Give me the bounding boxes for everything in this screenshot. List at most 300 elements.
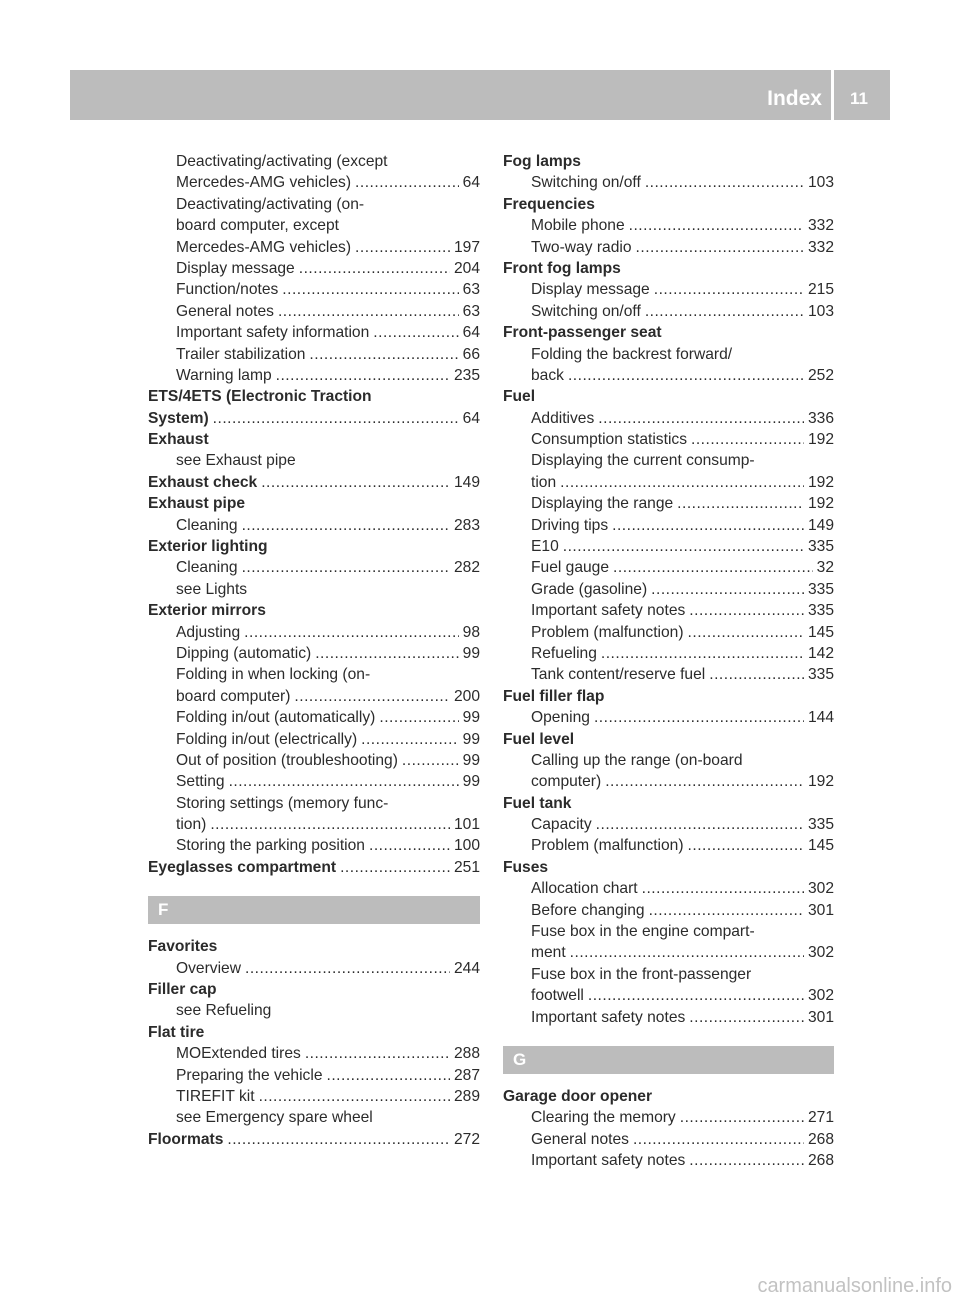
entry-label: Tank content/reserve fuel — [531, 666, 706, 684]
section-letter-heading: F — [148, 896, 480, 924]
index-term — [503, 857, 834, 878]
index-subentry[interactable] — [503, 579, 834, 600]
entry-label: board computer, except — [176, 217, 339, 235]
page-reference[interactable]: 268 — [807, 1130, 834, 1148]
dot-leader — [210, 814, 450, 835]
index-term — [503, 686, 834, 707]
page-reference[interactable]: 99 — [462, 730, 480, 748]
entry-label: Folding in/out (electrically) — [176, 730, 358, 748]
dot-leader — [282, 279, 458, 300]
index-subentry[interactable] — [148, 1086, 480, 1107]
page-reference[interactable]: 336 — [807, 409, 834, 427]
dot-leader — [709, 664, 804, 685]
index-subentry[interactable] — [503, 215, 834, 236]
page-reference[interactable]: 301 — [807, 901, 834, 919]
index-term[interactable] — [148, 1129, 480, 1150]
page-reference[interactable]: 302 — [807, 944, 834, 962]
entry-label: System) — [148, 409, 209, 427]
index-subentry[interactable] — [148, 729, 480, 750]
index-subentry[interactable] — [148, 958, 480, 979]
index-subentry[interactable] — [148, 771, 480, 792]
entry-label: Storing the parking position — [176, 837, 365, 855]
page-reference[interactable]: 200 — [453, 687, 480, 705]
entry-label: Flat tire — [148, 1023, 205, 1041]
dot-leader — [373, 322, 458, 343]
entry-label: Mercedes-AMG vehicles) — [176, 238, 352, 256]
entry-label: Calling up the range (on-board — [531, 751, 743, 769]
index-subentry[interactable] — [503, 643, 834, 664]
page-reference[interactable]: 103 — [807, 302, 834, 320]
dot-leader — [327, 1065, 450, 1086]
index-subentry[interactable] — [503, 172, 834, 193]
entry-label: Exterior lighting — [148, 538, 268, 556]
page-reference[interactable]: 192 — [807, 495, 834, 513]
index-subentry — [148, 151, 480, 172]
page-reference[interactable]: 204 — [453, 259, 480, 277]
index-term — [503, 793, 834, 814]
index-subentry[interactable] — [503, 429, 834, 450]
page-reference[interactable]: 66 — [462, 345, 480, 363]
entry-label: Problem (malfunction) — [531, 837, 684, 855]
entry-label: Exhaust pipe — [148, 495, 246, 513]
entry-label: Eyeglasses compartment — [148, 858, 337, 876]
dot-leader — [242, 557, 450, 578]
index-subentry — [503, 750, 834, 771]
index-term — [148, 536, 480, 557]
dot-leader — [649, 900, 804, 921]
index-term[interactable] — [148, 472, 480, 493]
index-subentry[interactable] — [148, 237, 480, 258]
entry-label: Adjusting — [176, 623, 241, 641]
dot-leader — [601, 643, 804, 664]
page-reference[interactable]: 332 — [807, 238, 834, 256]
index-term — [503, 386, 834, 407]
index-subentry — [148, 194, 480, 215]
page-reference[interactable]: 197 — [453, 238, 480, 256]
dot-leader — [642, 878, 804, 899]
dot-leader — [680, 1107, 804, 1128]
page-reference[interactable]: 99 — [462, 751, 480, 769]
index-subentry[interactable] — [503, 985, 834, 1006]
entry-label: Displaying the range — [531, 495, 674, 513]
page-title: Index — [767, 87, 822, 110]
entry-label: Overview — [176, 959, 241, 977]
index-term[interactable] — [148, 857, 480, 878]
index-term — [148, 600, 480, 621]
index-subentry[interactable] — [148, 279, 480, 300]
index-subentry[interactable] — [148, 814, 480, 835]
dot-leader — [629, 215, 804, 236]
entry-label: Filler cap — [148, 981, 217, 999]
entry-label: Problem (malfunction) — [531, 623, 684, 641]
dot-leader — [242, 515, 450, 536]
entry-label: Fuel — [503, 388, 536, 406]
page-reference[interactable]: 335 — [807, 580, 834, 598]
dot-leader — [361, 729, 459, 750]
index-column-right — [503, 151, 834, 1172]
page-reference[interactable]: 101 — [453, 816, 480, 834]
index-subentry[interactable] — [148, 643, 480, 664]
dot-leader — [227, 1129, 450, 1150]
page-reference[interactable]: 145 — [807, 837, 834, 855]
entry-label: Exterior mirrors — [148, 602, 266, 620]
index-term — [148, 386, 480, 407]
page-reference[interactable]: 144 — [807, 709, 834, 727]
index-subentry[interactable] — [503, 664, 834, 685]
index-subentry[interactable] — [148, 707, 480, 728]
entry-label: Driving tips — [531, 516, 609, 534]
entry-label: see Lights — [176, 580, 248, 598]
index-column-left — [148, 151, 480, 1150]
index-subentry[interactable] — [503, 301, 834, 322]
index-subentry[interactable] — [503, 622, 834, 643]
dot-leader — [261, 472, 450, 493]
entry-label: Additives — [531, 409, 595, 427]
entry-label: Important safety notes — [531, 1152, 686, 1170]
dot-leader — [244, 622, 458, 643]
index-subentry — [503, 450, 834, 471]
dot-leader — [605, 771, 804, 792]
header-divider — [831, 70, 834, 120]
entry-label: Front fog lamps — [503, 259, 621, 277]
entry-label: footwell — [531, 987, 584, 1005]
dot-leader — [369, 835, 450, 856]
index-subentry[interactable] — [503, 942, 834, 963]
index-term — [503, 1086, 834, 1107]
entry-label: Important safety information — [176, 324, 370, 342]
page-reference[interactable]: 301 — [807, 1008, 834, 1026]
index-subentry[interactable] — [503, 557, 834, 578]
index-subentry[interactable] — [148, 557, 480, 578]
index-subentry[interactable] — [503, 472, 834, 493]
dot-leader — [613, 557, 813, 578]
dot-leader — [633, 1129, 804, 1150]
entry-label: computer) — [531, 773, 602, 791]
entry-label: Refueling — [531, 644, 597, 662]
dot-leader — [315, 643, 458, 664]
page-reference[interactable]: 99 — [462, 709, 480, 727]
index-subentry[interactable] — [503, 814, 834, 835]
entry-label: Fuel level — [503, 730, 575, 748]
index-subentry[interactable] — [503, 836, 834, 857]
entry-label: tion — [531, 473, 557, 491]
entry-label: Switching on/off — [531, 302, 641, 320]
page-reference[interactable]: 32 — [816, 559, 834, 577]
entry-label: ETS/4ETS (Electronic Traction — [148, 388, 372, 406]
dot-leader — [645, 301, 804, 322]
dot-leader — [278, 301, 459, 322]
entry-label: Cleaning — [176, 559, 238, 577]
entry-label: Floormats — [148, 1130, 224, 1148]
dot-leader — [294, 686, 450, 707]
entry-label: board computer) — [176, 687, 291, 705]
dot-leader — [563, 536, 804, 557]
index-subentry[interactable] — [503, 515, 834, 536]
dot-leader — [594, 707, 804, 728]
dot-leader — [245, 958, 450, 979]
entry-label: Folding in/out (automatically) — [176, 709, 376, 727]
entry-label: Garage door opener — [503, 1088, 653, 1105]
dot-leader — [568, 365, 804, 386]
index-subentry — [148, 579, 480, 600]
index-subentry[interactable] — [503, 600, 834, 621]
index-subentry — [503, 964, 834, 985]
entry-label: Consumption statistics — [531, 431, 687, 449]
entry-label: Preparing the vehicle — [176, 1066, 323, 1084]
entry-label: Allocation chart — [531, 880, 638, 898]
index-term — [148, 1022, 480, 1043]
page-reference[interactable]: 302 — [807, 880, 834, 898]
entry-label: Favorites — [148, 938, 218, 956]
index-subentry[interactable] — [148, 172, 480, 193]
index-term — [148, 493, 480, 514]
entry-label: Mobile phone — [531, 217, 625, 235]
page-reference[interactable]: 235 — [453, 366, 480, 384]
page-reference[interactable]: 283 — [453, 516, 480, 534]
page-reference[interactable]: 252 — [807, 366, 834, 384]
page-reference[interactable]: 100 — [453, 837, 480, 855]
entry-label: Important safety notes — [531, 1008, 686, 1026]
entry-label: tion) — [176, 816, 207, 834]
entry-label: Two-way radio — [531, 238, 632, 256]
index-subentry[interactable] — [503, 707, 834, 728]
index-subentry[interactable] — [503, 771, 834, 792]
index-subentry[interactable] — [148, 344, 480, 365]
dot-leader — [654, 279, 804, 300]
dot-leader — [596, 814, 804, 835]
page-reference[interactable]: 99 — [462, 773, 480, 791]
entry-label: Exhaust — [148, 431, 209, 449]
dot-leader — [677, 493, 804, 514]
entry-label: Storing settings (memory func- — [176, 794, 389, 812]
entry-label: Clearing the memory — [531, 1109, 676, 1127]
page-reference[interactable]: 251 — [453, 858, 480, 876]
entry-label: Function/notes — [176, 281, 279, 299]
page-reference[interactable]: 149 — [453, 473, 480, 491]
dot-leader — [402, 750, 459, 771]
page-number: 11 — [850, 89, 868, 108]
entry-label: General notes — [531, 1130, 629, 1148]
index-subentry[interactable] — [503, 237, 834, 258]
page-reference[interactable]: 271 — [807, 1109, 834, 1127]
entry-label: Grade (gasoline) — [531, 580, 648, 598]
entry-label: see Refueling — [176, 1002, 272, 1020]
entry-label: Cleaning — [176, 516, 238, 534]
entry-label: General notes — [176, 302, 274, 320]
entry-label: Fog lamps — [503, 152, 581, 170]
page-reference[interactable]: 192 — [807, 431, 834, 449]
page-reference[interactable]: 282 — [453, 559, 480, 577]
entry-label: MOExtended tires — [176, 1045, 301, 1063]
entry-label: Fuel tank — [503, 794, 572, 812]
entry-label: Switching on/off — [531, 174, 641, 192]
page-reference[interactable]: 63 — [462, 302, 480, 320]
entry-label: Fuel filler flap — [503, 687, 605, 705]
page-reference[interactable]: 268 — [807, 1152, 834, 1170]
dot-leader — [276, 365, 450, 386]
page-reference[interactable]: 335 — [807, 816, 834, 834]
page-reference[interactable]: 149 — [807, 516, 834, 534]
index-subentry[interactable] — [148, 301, 480, 322]
page-reference[interactable]: 145 — [807, 623, 834, 641]
index-subentry[interactable] — [503, 1107, 834, 1128]
dot-leader — [636, 237, 804, 258]
index-subentry[interactable] — [148, 686, 480, 707]
index-subentry — [148, 793, 480, 814]
entry-label: Important safety notes — [531, 602, 686, 620]
index-subentry[interactable] — [503, 279, 834, 300]
page-reference[interactable]: 335 — [807, 538, 834, 556]
dot-leader — [213, 408, 459, 429]
index-term — [148, 936, 480, 957]
index-subentry[interactable] — [148, 258, 480, 279]
dot-leader — [688, 835, 804, 856]
entry-label: Setting — [176, 773, 225, 791]
index-term — [503, 729, 834, 750]
dot-leader — [612, 515, 804, 536]
index-subentry — [503, 344, 834, 365]
index-term[interactable] — [148, 408, 480, 429]
index-subentry — [148, 664, 480, 685]
index-subentry — [148, 215, 480, 236]
dot-leader — [340, 857, 450, 878]
entry-label: Fuse box in the front-passenger — [531, 965, 752, 983]
index-term — [148, 429, 480, 450]
index-subentry[interactable] — [503, 1150, 834, 1171]
index-subentry[interactable] — [148, 322, 480, 343]
dot-leader — [691, 429, 804, 450]
page-reference[interactable]: 192 — [807, 473, 834, 491]
dot-leader — [598, 408, 804, 429]
index-subentry[interactable] — [503, 1007, 834, 1028]
entry-label: Display message — [531, 281, 650, 299]
page-reference[interactable]: 335 — [807, 602, 834, 620]
dot-leader — [299, 258, 450, 279]
page-reference[interactable]: 287 — [453, 1066, 480, 1084]
index-subentry — [503, 921, 834, 942]
index-subentry[interactable] — [148, 365, 480, 386]
page-reference[interactable]: 142 — [807, 644, 834, 662]
index-subentry[interactable] — [503, 493, 834, 514]
entry-label: Trailer stabilization — [176, 345, 306, 363]
index-subentry[interactable] — [503, 408, 834, 429]
index-subentry — [148, 1000, 480, 1021]
index-subentry[interactable] — [503, 878, 834, 899]
index-subentry[interactable] — [148, 836, 480, 857]
dot-leader — [229, 771, 459, 792]
index-subentry[interactable] — [148, 622, 480, 643]
index-subentry[interactable] — [503, 1129, 834, 1150]
page-reference[interactable]: 244 — [453, 959, 480, 977]
dot-leader — [588, 985, 804, 1006]
page-reference[interactable]: 103 — [807, 174, 834, 192]
index-subentry — [148, 450, 480, 471]
entry-label: Folding in when locking (on- — [176, 666, 371, 684]
index-term — [503, 151, 834, 172]
page-reference[interactable]: 289 — [453, 1088, 480, 1105]
dot-leader — [355, 237, 450, 258]
entry-label: Frequencies — [503, 195, 595, 213]
dot-leader — [560, 472, 804, 493]
entry-label: Display message — [176, 259, 295, 277]
dot-leader — [259, 1086, 450, 1107]
dot-leader — [309, 344, 458, 365]
dot-leader — [689, 1150, 804, 1171]
page-reference[interactable]: 215 — [807, 281, 834, 299]
index-term — [503, 322, 834, 343]
entry-label: see Exhaust pipe — [176, 452, 296, 470]
page-reference[interactable]: 332 — [807, 217, 834, 235]
dot-leader — [688, 622, 804, 643]
entry-label: Displaying the current consump- — [531, 452, 755, 470]
page-reference[interactable]: 64 — [462, 324, 480, 342]
entry-label: Capacity — [531, 816, 592, 834]
entry-label: Opening — [531, 709, 590, 727]
page-reference[interactable]: 64 — [462, 174, 480, 192]
page-reference[interactable]: 272 — [453, 1130, 480, 1148]
index-subentry[interactable] — [148, 515, 480, 536]
page-reference[interactable]: 335 — [807, 666, 834, 684]
entry-label: Fuse box in the engine compart- — [531, 923, 755, 941]
page-reference[interactable]: 63 — [462, 281, 480, 299]
entry-label: Exhaust check — [148, 473, 258, 491]
index-term — [148, 979, 480, 1000]
page-reference[interactable]: 64 — [462, 409, 480, 427]
dot-leader — [689, 1007, 804, 1028]
index-subentry[interactable] — [503, 900, 834, 921]
page-reference[interactable]: 302 — [807, 987, 834, 1005]
dot-leader — [570, 942, 804, 963]
entry-label: see Emergency spare wheel — [176, 1109, 373, 1127]
entry-label: back — [531, 366, 564, 384]
page-reference[interactable]: 98 — [462, 623, 480, 641]
section-letter-heading: G — [503, 1046, 834, 1074]
entry-label: Fuses — [503, 858, 549, 876]
index-term — [503, 258, 834, 279]
dot-leader — [645, 172, 804, 193]
index-subentry[interactable] — [148, 750, 480, 771]
entry-label: E10 — [531, 538, 559, 556]
index-term — [503, 194, 834, 215]
entry-label: Before changing — [531, 901, 645, 919]
index-subentry[interactable] — [148, 1065, 480, 1086]
dot-leader — [651, 579, 804, 600]
entry-label: ment — [531, 944, 566, 962]
entry-label: Folding the backrest forward/ — [531, 345, 733, 363]
entry-label: Fuel gauge — [531, 559, 610, 577]
entry-label: Front-passenger seat — [503, 324, 662, 342]
entry-label: Dipping (automatic) — [176, 644, 312, 662]
entry-label: TIREFIT kit — [176, 1088, 255, 1105]
page-reference[interactable]: 288 — [453, 1045, 480, 1063]
entry-label: Deactivating/activating (except — [176, 152, 388, 170]
dot-leader — [689, 600, 804, 621]
header-bar — [70, 70, 890, 120]
index-subentry[interactable] — [503, 365, 834, 386]
dot-leader — [305, 1043, 450, 1064]
watermark: carmanualsonline.info — [757, 1275, 952, 1297]
dot-leader — [379, 707, 458, 728]
page-reference[interactable]: 99 — [462, 644, 480, 662]
entry-label: Warning lamp — [176, 366, 272, 384]
entry-label: Mercedes-AMG vehicles) — [176, 174, 352, 192]
index-subentry[interactable] — [148, 1043, 480, 1064]
index-subentry[interactable] — [503, 536, 834, 557]
page-reference[interactable]: 192 — [807, 773, 834, 791]
index-subentry — [148, 1107, 480, 1128]
dot-leader — [355, 172, 459, 193]
entry-label: Deactivating/activating (on- — [176, 195, 365, 213]
